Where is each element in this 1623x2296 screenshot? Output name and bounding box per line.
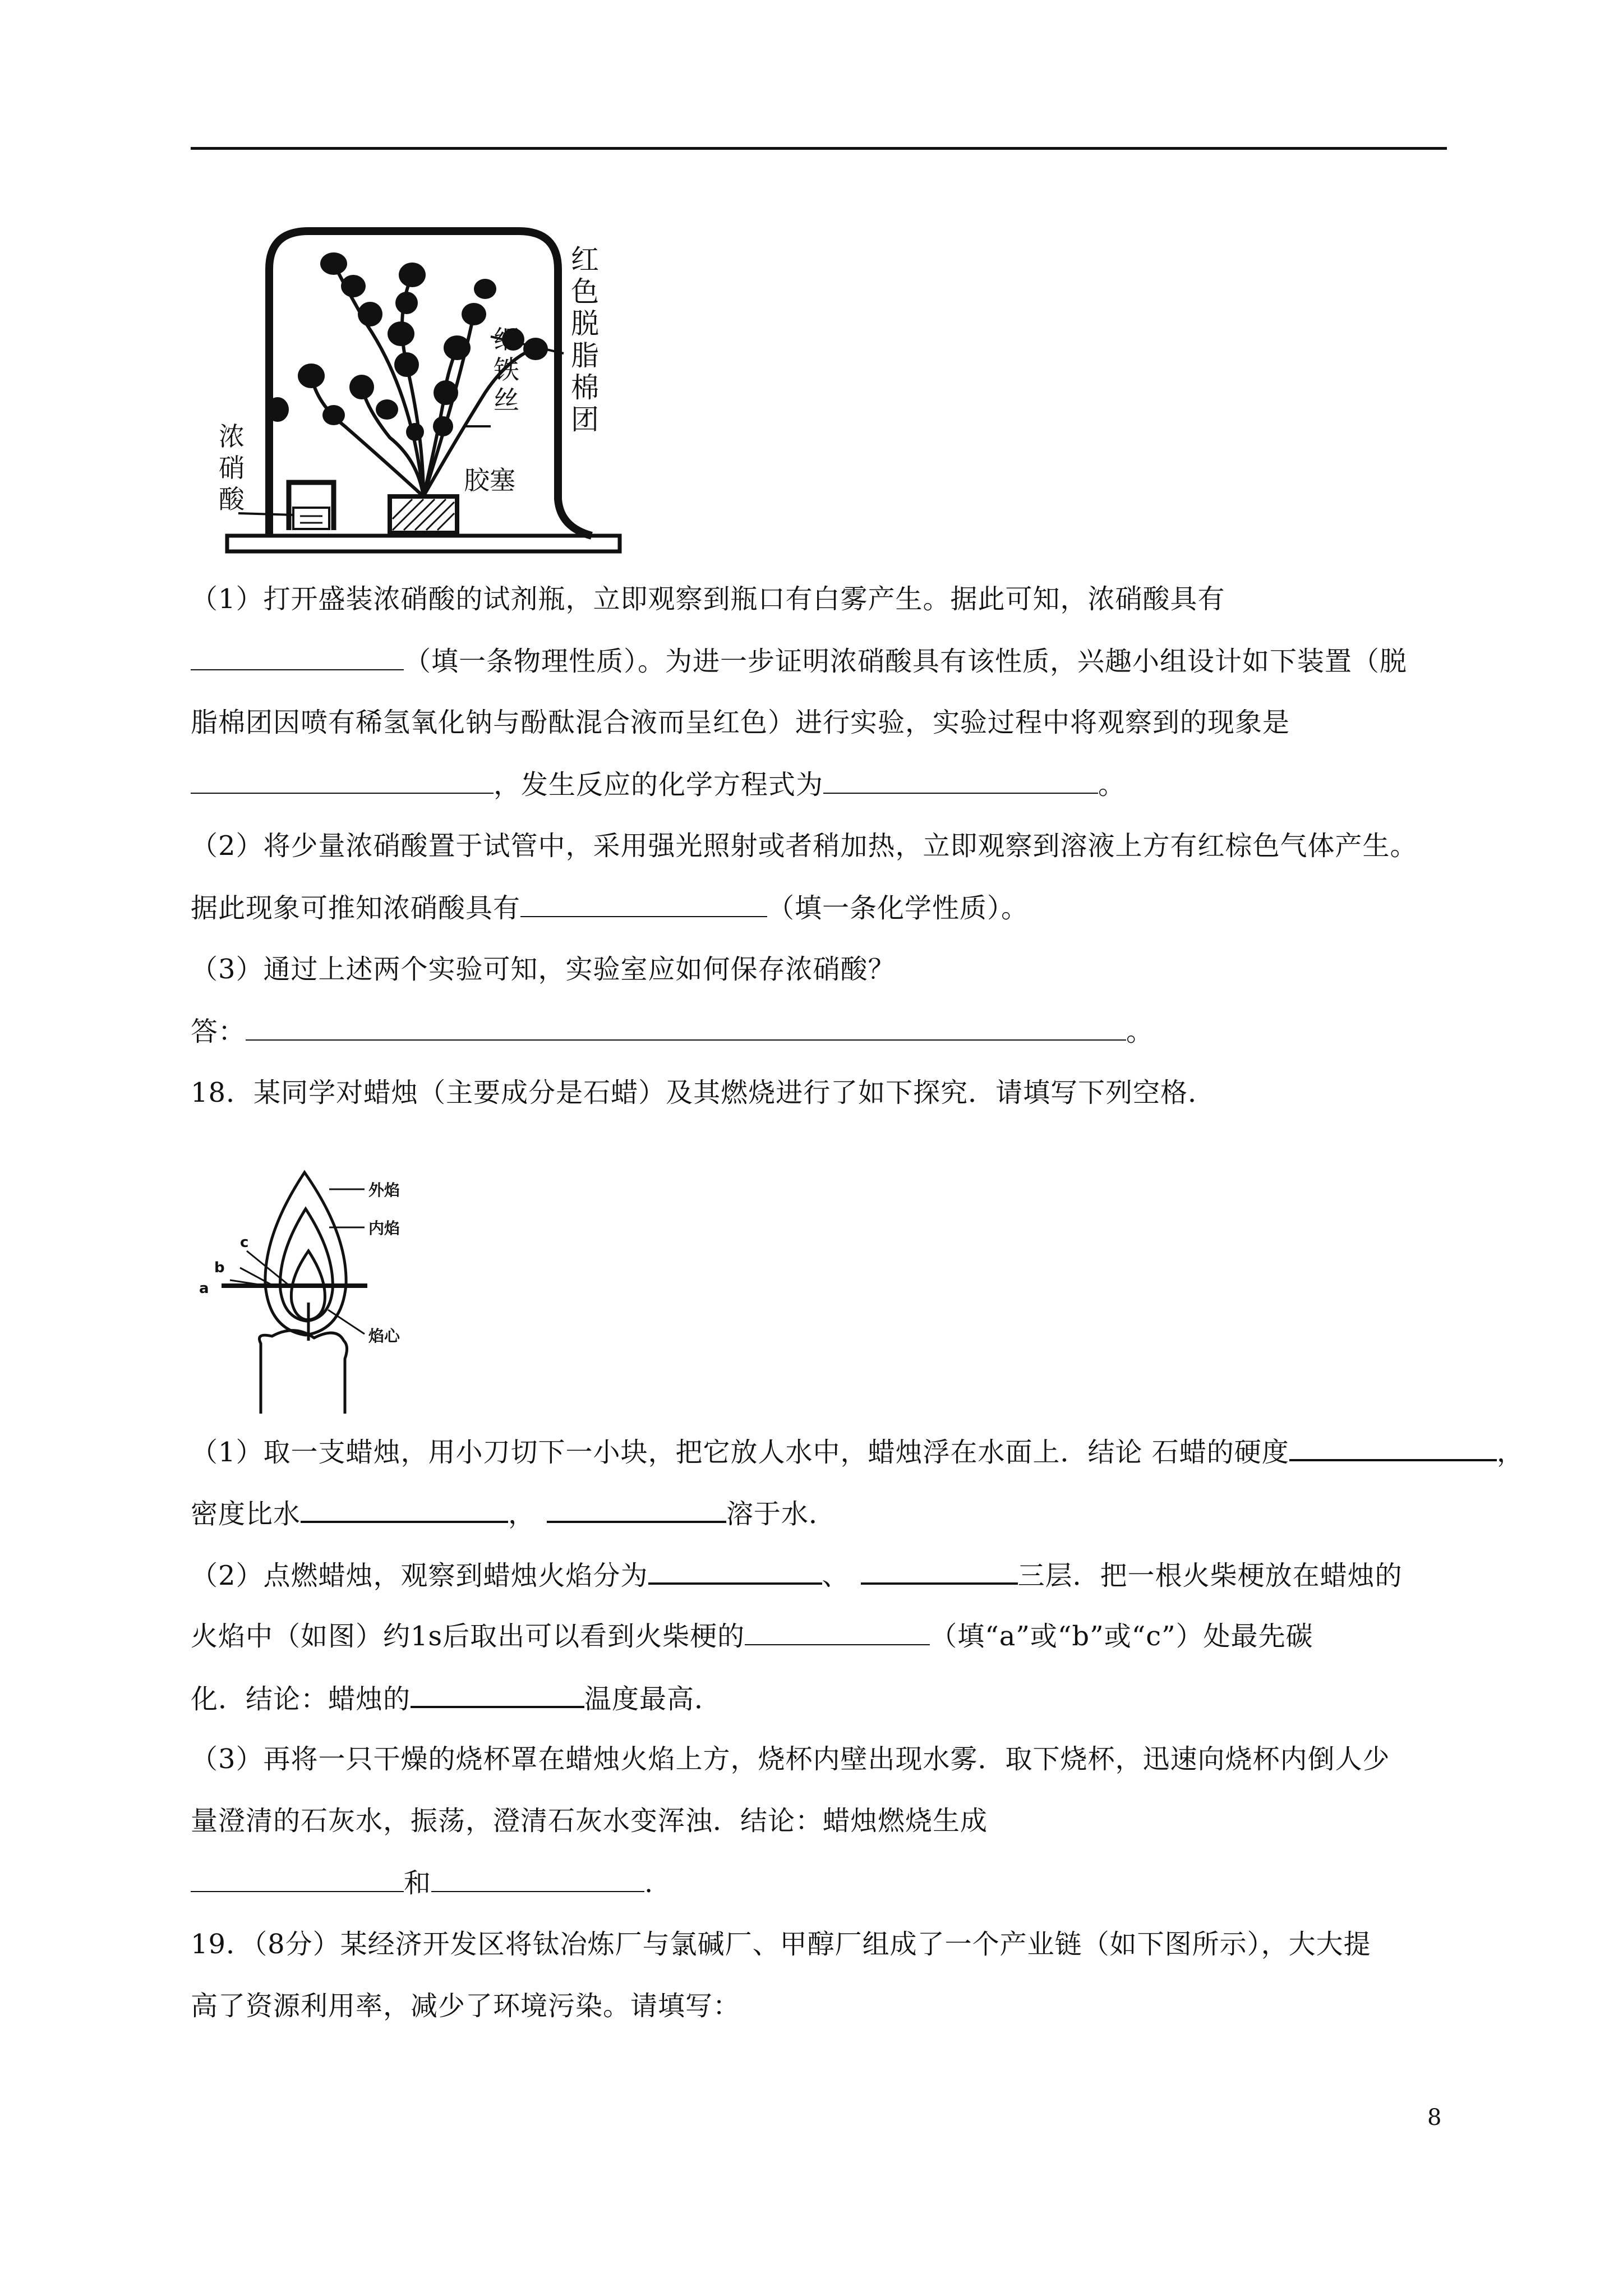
label-b: b xyxy=(214,1259,225,1276)
q18-p3-line3 xyxy=(191,1864,653,1902)
q18-p1-line2 xyxy=(191,1494,836,1533)
label-stopper: 胶塞 xyxy=(464,465,515,495)
q18-blank-layer2[interactable] xyxy=(861,1556,1018,1585)
label-nitric-acid: 浓 硝 酸 xyxy=(219,421,245,514)
q17-p3-line1 xyxy=(191,951,896,988)
q17-p1-text4: ，发生反应的化学方程式为 xyxy=(494,769,824,800)
candle-drawing xyxy=(199,1156,451,1414)
q18-p2-text2: 火焰中（如图）约1s后取出可以看到火柴梗的 xyxy=(191,1621,745,1652)
q18-p2-text1-end: 三层．把一根火柴梗放在蜡烛的 xyxy=(1017,1560,1403,1591)
q17-blank-phenomenon[interactable] xyxy=(191,766,494,794)
q18-blank-hottest[interactable] xyxy=(411,1679,584,1708)
q18-title xyxy=(191,1074,1215,1111)
header-rule xyxy=(191,147,1447,150)
q18-p1-line1 xyxy=(191,1432,1524,1471)
q17-p2-line1 xyxy=(191,827,1418,864)
q17-p3-text2: 答： xyxy=(191,1016,246,1047)
q19-text1: 19．（8分）某经济开发区将钛冶炼厂与氯碱厂、甲醇厂组成了一个产业链（如下图所示），大大提 xyxy=(191,1929,1371,1960)
label-inner-flame: 内焰 xyxy=(368,1219,400,1237)
q18-p1-text2-mid: ， xyxy=(508,1498,536,1530)
label-c: c xyxy=(240,1234,249,1251)
q18-p2-line1 xyxy=(191,1556,1403,1594)
q18-p3-text3-mid: 和 xyxy=(404,1867,432,1899)
q18-p1-text1: （1）取一支蜡烛，用小刀切下一小块，把它放人水中，蜡烛浮在水面上．结论 石蜡的硬度 xyxy=(191,1437,1289,1468)
q18-p3-text3-end: . xyxy=(644,1867,654,1899)
q18-blank-solubility[interactable] xyxy=(547,1494,726,1523)
label-red-cotton: 红 色 脱 脂 棉 团 xyxy=(571,243,599,436)
q18-title-text: 18．某同学对蜡烛（主要成分是石蜡）及其燃烧进行了如下探究．请填写下列空格． xyxy=(191,1077,1216,1108)
q17-p1-line4 xyxy=(191,766,1126,803)
q19-line2 xyxy=(191,1987,740,2024)
label-outer-flame: 外焰 xyxy=(368,1181,400,1199)
q18-blank-layer1[interactable] xyxy=(648,1556,822,1585)
q18-p1-text1-end: ， xyxy=(1496,1437,1524,1468)
candle-figure xyxy=(199,1156,451,1414)
q17-p1-line2 xyxy=(191,642,1407,680)
q18-blank-hardness[interactable] xyxy=(1289,1432,1497,1461)
q17-p1-line1 xyxy=(191,581,1225,618)
q17-p1-text2: （填一条物理性质）。为进一步证明浓硝酸具有该性质，兴趣小组设计如下装置（脱 xyxy=(404,646,1408,677)
q19-line1 xyxy=(191,1926,1371,1963)
q18-blank-density[interactable] xyxy=(301,1494,508,1523)
q18-blank-product2[interactable] xyxy=(431,1864,644,1892)
q18-p2-line3 xyxy=(191,1679,722,1718)
q18-p1-text2-end: 溶于水． xyxy=(726,1498,837,1530)
q17-blank-chemical[interactable] xyxy=(520,889,767,917)
q17-blank-physical[interactable] xyxy=(191,642,404,670)
q18-p2-text1-mid: 、 xyxy=(822,1560,850,1591)
q18-p2-text1: （2）点燃蜡烛，观察到蜡烛火焰分为 xyxy=(191,1560,648,1591)
q17-p2-text1: （2）将少量浓硝酸置于试管中，采用强光照射或者稍加热，立即观察到溶液上方有红棕色气体产生。 xyxy=(191,830,1418,862)
q18-p3-text1: （3）再将一只干燥的烧杯罩在蜡烛火焰上方，烧杯内壁出现水雾．取下烧杯，迅速向烧杯内倒人少 xyxy=(191,1743,1390,1775)
q18-p3-line1 xyxy=(191,1741,1390,1778)
q17-p1-text4-end: 。 xyxy=(1098,769,1126,800)
q17-p2-text2-end: （填一条化学性质）。 xyxy=(767,892,1029,924)
q18-p2-text3-end: 温度最高． xyxy=(584,1683,722,1715)
label-iron-wire: 细 铁 丝 xyxy=(494,324,519,415)
q19-text2: 高了资源利用率，减少了环境污染。请填写： xyxy=(191,1990,741,2022)
q18-p2-text3: 化．结论：蜡烛的 xyxy=(191,1683,411,1715)
q18-p1-text2: 密度比水 xyxy=(191,1498,301,1530)
q18-p2-text2-end: （填“a”或“b”或“c”）处最先碳 xyxy=(930,1621,1313,1652)
q18-blank-product1[interactable] xyxy=(191,1864,404,1892)
q17-p2-line2 xyxy=(191,889,1029,927)
apparatus-figure xyxy=(219,224,648,561)
q17-p3-line2 xyxy=(191,1013,1154,1050)
q18-p2-line2 xyxy=(191,1617,1313,1655)
label-a: a xyxy=(199,1280,209,1297)
q18-blank-abc[interactable] xyxy=(745,1617,930,1645)
q17-p3-text2-end: 。 xyxy=(1126,1016,1154,1047)
q17-p2-text2: 据此现象可推知浓硝酸具有 xyxy=(191,892,521,924)
q17-p1-line3 xyxy=(191,704,1290,741)
q17-p1-text3: 脂棉团因喷有稀氢氧化钠与酚酞混合液而呈红色）进行实验，实验过程中将观察到的现象是 xyxy=(191,707,1290,738)
q17-p3-text1: （3）通过上述两个实验可知，实验室应如何保存浓硝酸？ xyxy=(191,954,896,985)
q17-blank-storage[interactable] xyxy=(246,1013,1126,1041)
label-flame-core: 焰心 xyxy=(368,1327,400,1345)
q17-blank-equation[interactable] xyxy=(823,766,1098,794)
page-number: 8 xyxy=(1427,2105,1442,2131)
q18-p3-text2: 量澄清的石灰水，振荡，澄清石灰水变浑浊．结论：蜡烛燃烧生成 xyxy=(191,1805,988,1837)
q18-p3-line2 xyxy=(191,1802,988,1839)
q17-p1-text1: （1）打开盛装浓硝酸的试剂瓶，立即观察到瓶口有白雾产生。据此可知，浓硝酸具有 xyxy=(191,583,1225,615)
